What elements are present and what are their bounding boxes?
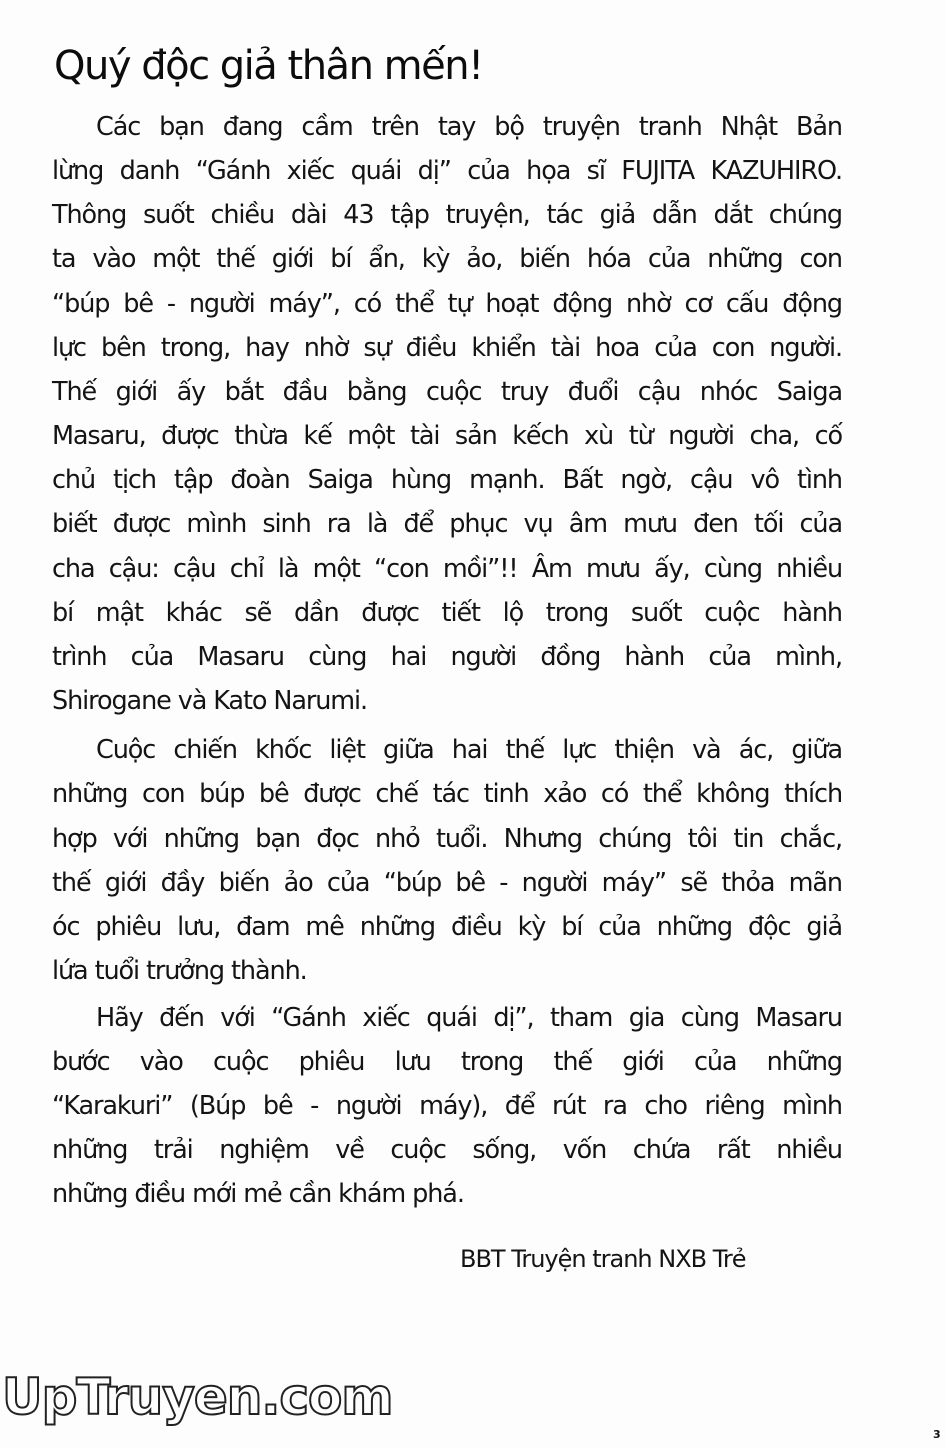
text-line: bí mật khác sẽ dần được tiết lộ trong suốt cuộc hành [52,598,842,628]
text-line: Shirogane và Kato Narumi. [52,686,368,716]
watermark-logo: UpTruyen.com [2,1368,393,1426]
text-line: “búp bê - người máy”, có thể tự hoạt động nhờ cơ cấu động [52,289,842,319]
text-line: bước vào cuộc phiêu lưu trong thế giới của những [52,1047,842,1077]
text-line: óc phiêu lưu, đam mê những điều kỳ bí của những độc giả [52,912,842,942]
text-line: “Karakuri” (Búp bê - người máy), để rút ra cho riêng mình [52,1091,842,1121]
text-line: Thế giới ấy bắt đầu bằng cuộc truy đuổi cậu nhóc Saiga [52,377,842,407]
text-line: biết được mình sinh ra là để phục vụ âm mưu đen tối của [52,509,842,539]
text-line: trình của Masaru cùng hai người đồng hành của mình, [52,642,842,672]
text-line: những con búp bê được chế tác tinh xảo có thể không thích [52,779,842,809]
text-line: Masaru, được thừa kế một tài sản kếch xù từ người cha, cố [52,421,842,451]
text-line: lực bên trong, hay nhờ sự điều khiển tài hoa của con người. [52,333,842,363]
text-line: lừng danh “Gánh xiếc quái dị” của họa sĩ FUJITA KAZUHIRO. [52,156,842,186]
text-line: những điều mới mẻ cần khám phá. [52,1179,464,1209]
text-line: Cuộc chiến khốc liệt giữa hai thế lực thiện và ác, giữa [96,735,842,765]
text-line: Hãy đến với “Gánh xiếc quái dị”, tham gia cùng Masaru [96,1003,842,1033]
text-line: chủ tịch tập đoàn Saiga hùng mạnh. Bất ngờ, cậu vô tình [52,465,842,495]
text-line: lứa tuổi trưởng thành. [52,956,307,986]
page-number: 3 [933,1428,941,1441]
text-line: ta vào một thế giới bí ẩn, kỳ ảo, biến hóa của những con [52,244,842,274]
text-line: hợp với những bạn đọc nhỏ tuổi. Nhưng chúng tôi tin chắc, [52,824,842,854]
text-line: Thông suốt chiều dài 43 tập truyện, tác giả dẫn dắt chúng [52,200,842,230]
text-line: những trải nghiệm về cuộc sống, vốn chứa rất nhiều [52,1135,842,1165]
text-line: thế giới đầy biến ảo của “búp bê - người máy” sẽ thỏa mãn [52,868,842,898]
signature: BBT Truyện tranh NXB Trẻ [460,1245,746,1273]
text-line: Các bạn đang cầm trên tay bộ truyện tranh Nhật Bản [96,112,842,142]
text-line: cha cậu: cậu chỉ là một “con mồi”!! Âm mưu ấy, cùng nhiều [52,554,842,584]
page-title: Quý độc giả thân mến! [54,42,483,89]
